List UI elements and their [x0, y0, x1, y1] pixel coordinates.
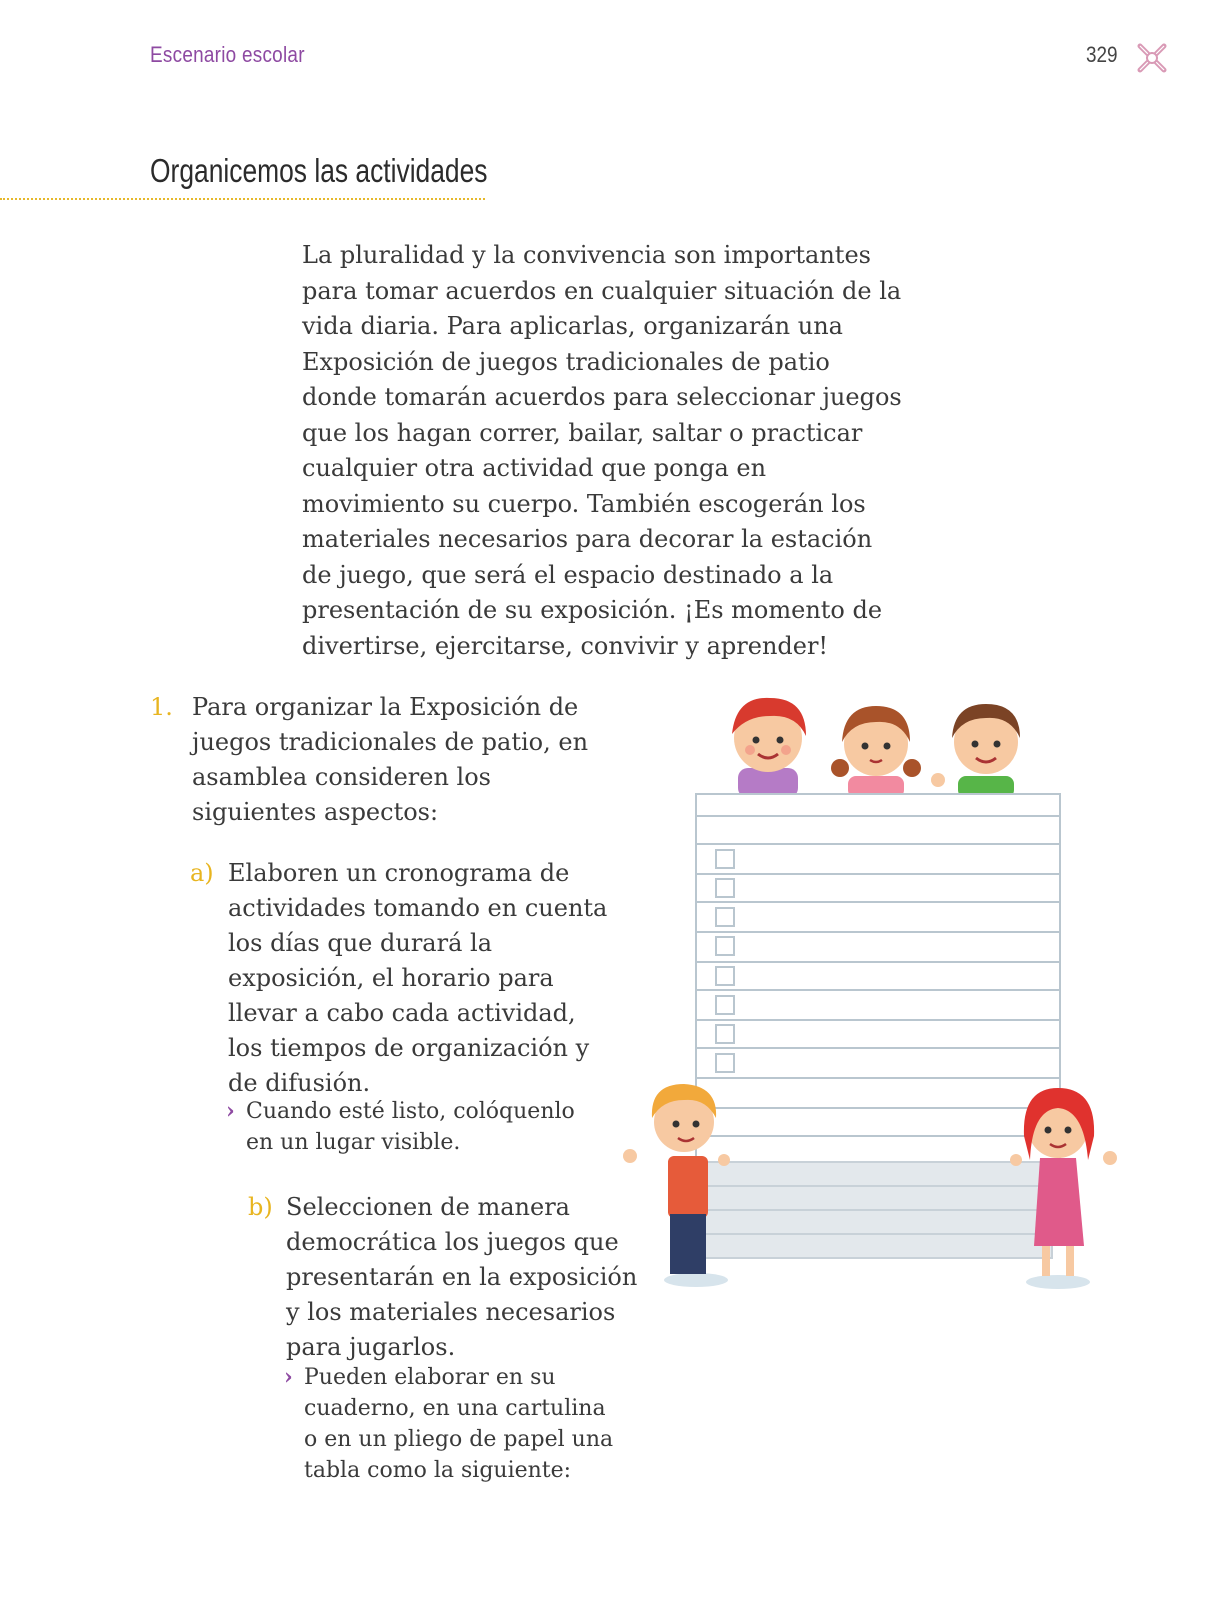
bullet-icon: › — [226, 1098, 235, 1124]
item-letter: a) — [190, 859, 214, 887]
checklist-board — [692, 794, 1060, 1258]
item-text: Seleccionen de manera democrática los juegos que presentarán en la exposición y los materiales necesarios para jugarlos. — [286, 1193, 638, 1361]
title-divider — [0, 198, 485, 200]
sub-item-text: Pueden elaborar en su cuaderno, en una cartulina o en un pliego de papel una tabla como la siguiente: — [304, 1365, 614, 1483]
intro-paragraph — [302, 238, 902, 664]
page-number: 329 — [1086, 42, 1118, 67]
item-text: Elaboren un cronograma de actividades tomando en cuenta los días que durará la exposición, el horario para llevar a cabo cada actividad, los tiempos de organización y de difusión. — [228, 859, 608, 1097]
top-children — [732, 698, 1020, 798]
star-emblem-icon — [1134, 40, 1170, 76]
children-with-board-illustration — [620, 690, 1130, 1310]
intro-text: La pluralidad y la convivencia son importantes para tomar acuerdos en cualquier situación de la vida diaria. Para aplicarlas, organizarán una Exposición de juegos tradicionales de patio donde tomarán acuerdos para seleccionar juegos que los hagan correr, bailar, saltar o practicar cualquier otra actividad que ponga en movimiento su cuerpo. También escogerán los materiales necesarios para decorar la estación de juego, que será el espacio destinado a la presentación de su exposición. ¡Es momento de divertirse, ejercitarse, convivir y aprender! — [302, 241, 902, 660]
item-letter: b) — [248, 1193, 273, 1221]
sub-item-text: Cuando esté listo, colóquenlo en un lugar visible. — [246, 1099, 575, 1155]
item-number: 1. — [150, 693, 173, 721]
header-section-label: Escenario escolar — [150, 42, 305, 67]
bullet-icon: › — [284, 1364, 293, 1390]
item-text: Para organizar la Exposición de juegos tradicionales de patio, en asamblea consideren los siguientes aspectos: — [192, 693, 589, 826]
section-title: Organicemos las actividades — [150, 152, 488, 189]
